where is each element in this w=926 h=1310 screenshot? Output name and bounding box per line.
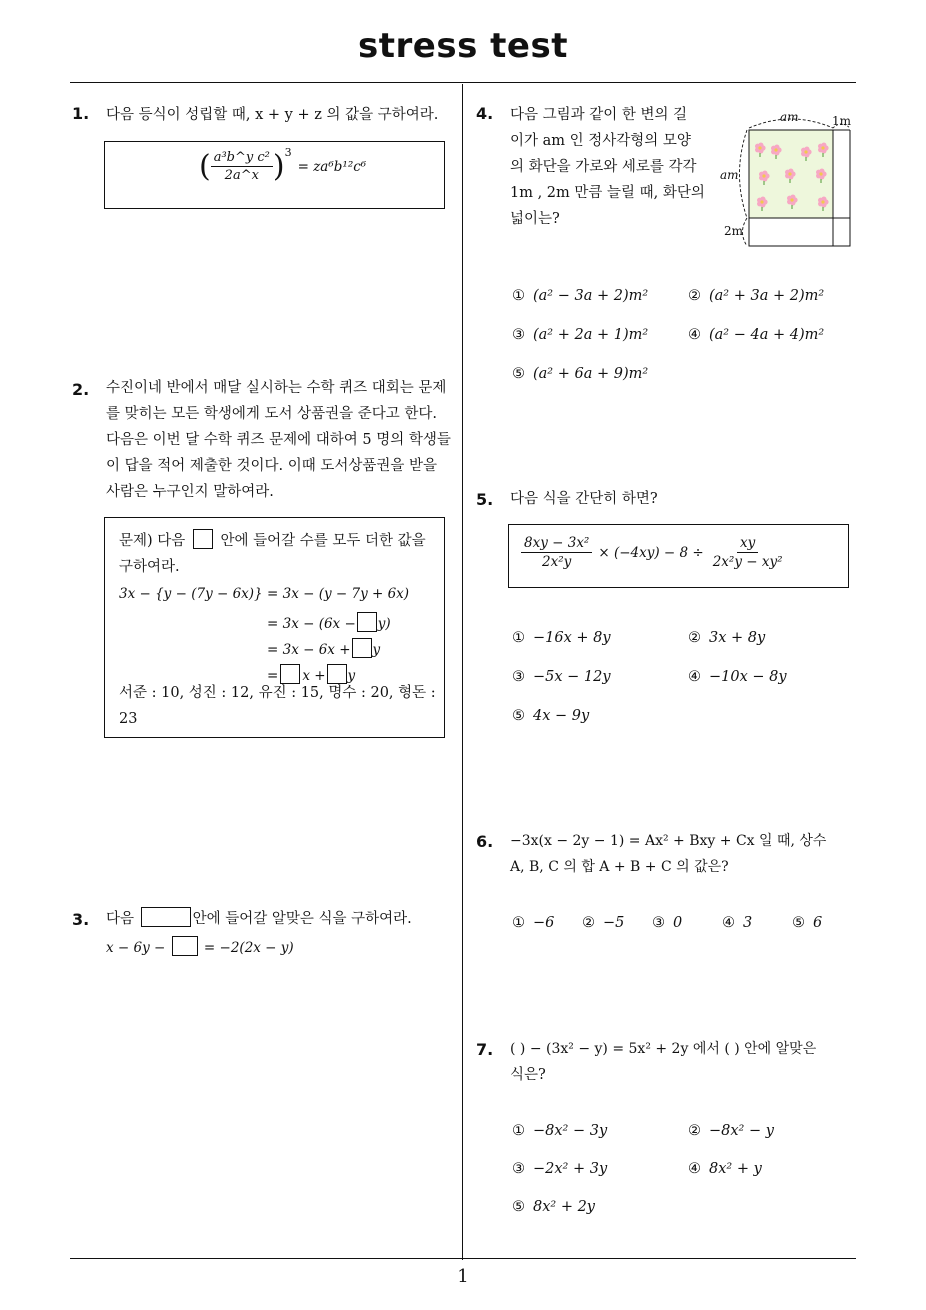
q1-eq-rhs: = za⁶b¹²c⁶ [297,158,367,175]
q2-step-text: = 3x − (6x − [267,616,356,632]
q6-option-1[interactable] [512,915,554,931]
q2-line: 수진이네 반에서 매달 실시하는 수학 퀴즈 대회는 문제 [106,380,447,396]
q2-box-text: 안에 들어갈 수를 모두 더한 값을 [220,533,426,549]
answer-blank [141,907,191,927]
page-title: stress test [358,26,568,66]
q4-garden-figure [718,108,858,250]
q2-step-text: x + [302,668,326,684]
q2-problem-box [104,517,445,738]
q6-option-2[interactable] [582,915,624,931]
page-number: 1 [457,1266,469,1287]
q4-option-3[interactable] [512,327,648,343]
q2-text [106,375,456,505]
q2-step1-lhs: 3x − {y − (7y − 6x)} [119,586,263,602]
option-text: −8x² − y [709,1123,774,1139]
q5-expression [521,535,786,570]
option-text: (a² + 6a + 9)m² [533,366,649,382]
answer-blank [357,612,377,632]
option-number: ⑤ [792,915,805,931]
q5-frac2-numerator: xy [737,535,758,553]
option-text: 6 [813,915,823,931]
option-text: −6 [533,915,555,931]
option-text: 8x² + 2y [533,1199,596,1215]
q7-option-3[interactable] [512,1161,607,1177]
option-number: ① [512,630,525,646]
q2-line: 다음은 이번 달 수학 퀴즈 문제에 대하여 5 명의 학생들 [106,432,451,448]
q5-frac1-denominator: 2x²y [542,554,572,570]
option-text: (a² − 3a + 2)m² [533,288,649,304]
q3-text [106,906,412,932]
q4-option-2[interactable] [688,288,824,304]
option-text: 3 [743,915,753,931]
q1-number: 1. [72,104,90,123]
column-divider [462,84,463,1260]
q2-answers-line1: 서준 : 10, 성진 : 12, 유진 : 15, 명수 : 20, 형돈 : [119,685,436,701]
q2-answers-line2: 23 [119,711,138,727]
option-text: 8x² + y [709,1161,762,1177]
option-text: −5 [603,915,625,931]
q5-option-5[interactable] [512,708,589,724]
q5-option-4[interactable] [688,669,787,685]
q4-number: 4. [476,104,494,123]
q4-line: 의 화단을 가로와 세로를 각각 [510,159,697,175]
header-rule [70,82,856,83]
footer-rule [70,1258,856,1259]
fig-label-2m: 2m [724,224,744,238]
q1-text: 다음 등식이 성립할 때, x + y + z 의 값을 구하여라. [106,107,439,123]
option-number: ③ [652,915,665,931]
q7-option-4[interactable] [688,1161,762,1177]
option-number: ③ [512,1161,525,1177]
q2-step2 [267,612,391,632]
option-text: −8x² − 3y [533,1123,608,1139]
q4-line: 넓이는? [510,211,560,227]
q5-frac1-numerator: 8xy − 3x² [521,535,592,553]
option-number: ⑤ [512,366,525,382]
q2-step1-rhs: = 3x − (y − 7y + 6x) [267,586,410,602]
q5-option-2[interactable] [688,630,765,646]
q4-line: 다음 그림과 같이 한 변의 길 [510,107,688,123]
q5-text: 다음 식을 간단히 하면? [510,491,658,507]
q3-eq-part: x − 6y − [106,940,166,956]
option-number: ③ [512,327,525,343]
option-text: (a² + 3a + 2)m² [709,288,825,304]
q2-line: 를 맞히는 모든 학생에게 도서 상품권을 준다고 한다. [106,406,438,422]
q1-eq-denominator: 2a^x [224,168,259,183]
option-text: (a² + 2a + 1)m² [533,327,649,343]
q2-step-text: y [372,642,381,658]
q6-option-3[interactable] [652,915,682,931]
q4-line: 이가 am 인 정사각형의 모양 [510,133,691,149]
option-text: 3x + 8y [709,630,766,646]
option-number: ① [512,1123,525,1139]
option-text: −10x − 8y [709,669,787,685]
option-number: ⑤ [512,1199,525,1215]
q2-step-text: = 3x − 6x + [267,642,351,658]
option-number: ② [688,288,701,304]
q2-box-line1 [119,528,426,554]
q7-line2: 식은? [510,1067,546,1083]
q1-equation-box [104,141,445,209]
q1-equation: ( $\frac{\text{a³b\textasciicircum{}y c²}}{2a\^{}x}$ ) $^3$ = za⁶b¹²c⁶ [199,146,367,184]
q2-line: 이 답을 적어 제출한 것이다. 이때 도서상품권을 받을 [106,458,438,474]
answer-blank [193,529,213,549]
q7-option-1[interactable] [512,1123,607,1139]
q6-line1: −3x(x − 2y − 1) = Ax² + Bxy + Cx 일 때, 상수 [510,833,827,849]
option-text: 4x − 9y [533,708,590,724]
q6-number: 6. [476,832,494,851]
option-number: ④ [688,327,701,343]
q4-option-4[interactable] [688,327,824,343]
option-number: ⑤ [512,708,525,724]
option-number: ② [582,915,595,931]
q1-eq-numerator: a³b^y c² [211,150,273,167]
answer-blank [172,936,198,956]
option-text: −2x² + 3y [533,1161,608,1177]
option-text: −16x + 8y [533,630,611,646]
q7-option-2[interactable] [688,1123,774,1139]
q5-option-1[interactable] [512,630,611,646]
q7-number: 7. [476,1040,494,1059]
q2-box-line2: 구하여라. [119,559,180,575]
q1-eq-exponent: 3 [284,146,292,159]
option-number: ④ [688,669,701,685]
q3-equation [106,936,294,956]
q6-option-5[interactable] [792,915,822,931]
option-text: 0 [673,915,683,931]
q4-option-5[interactable] [512,366,648,382]
option-number: ① [512,915,525,931]
fig-label-top: am [780,110,799,124]
q7-option-5[interactable] [512,1199,595,1215]
q2-number: 2. [72,380,90,399]
q3-text-part: 안에 들어갈 알맞은 식을 구하여라. [192,911,412,927]
q5-mid: × (−4xy) − 8 ÷ [598,544,704,561]
fig-label-1m: 1m [832,114,852,128]
q6-line2: A, B, C 의 합 A + B + C 의 값은? [510,859,729,875]
q4-option-1[interactable] [512,288,648,304]
q5-expression-box [508,524,849,588]
option-number: ④ [688,1161,701,1177]
q2-step-text: = [267,668,279,684]
option-text: (a² − 4a + 4)m² [709,327,825,343]
option-number: ② [688,1123,701,1139]
q4-text [510,102,710,232]
option-number: ① [512,288,525,304]
q2-line: 사람은 누구인지 말하여라. [106,484,274,500]
q5-frac2-denominator: 2x²y − xy² [712,554,783,570]
option-number: ④ [722,915,735,931]
fig-label-side: am [720,168,739,182]
q2-step3 [267,638,380,658]
q3-text-part: 다음 [106,911,135,927]
option-number: ② [688,630,701,646]
q6-option-4[interactable] [722,915,752,931]
q4-line: 1m , 2m 만큼 늘릴 때, 화단의 [510,185,705,201]
q7-line1: ( ) − (3x² − y) = 5x² + 2y 에서 ( ) 안에 알맞은 [510,1041,817,1057]
q3-eq-part: = −2(2x − y) [203,940,294,956]
q3-number: 3. [72,910,90,929]
q5-option-3[interactable] [512,669,611,685]
option-number: ③ [512,669,525,685]
q5-number: 5. [476,490,494,509]
option-text: −5x − 12y [533,669,611,685]
q2-box-text: 문제) 다음 [119,533,186,549]
answer-blank [352,638,372,658]
q2-step-text: y) [377,616,391,632]
q2-step-text: y [347,668,356,684]
